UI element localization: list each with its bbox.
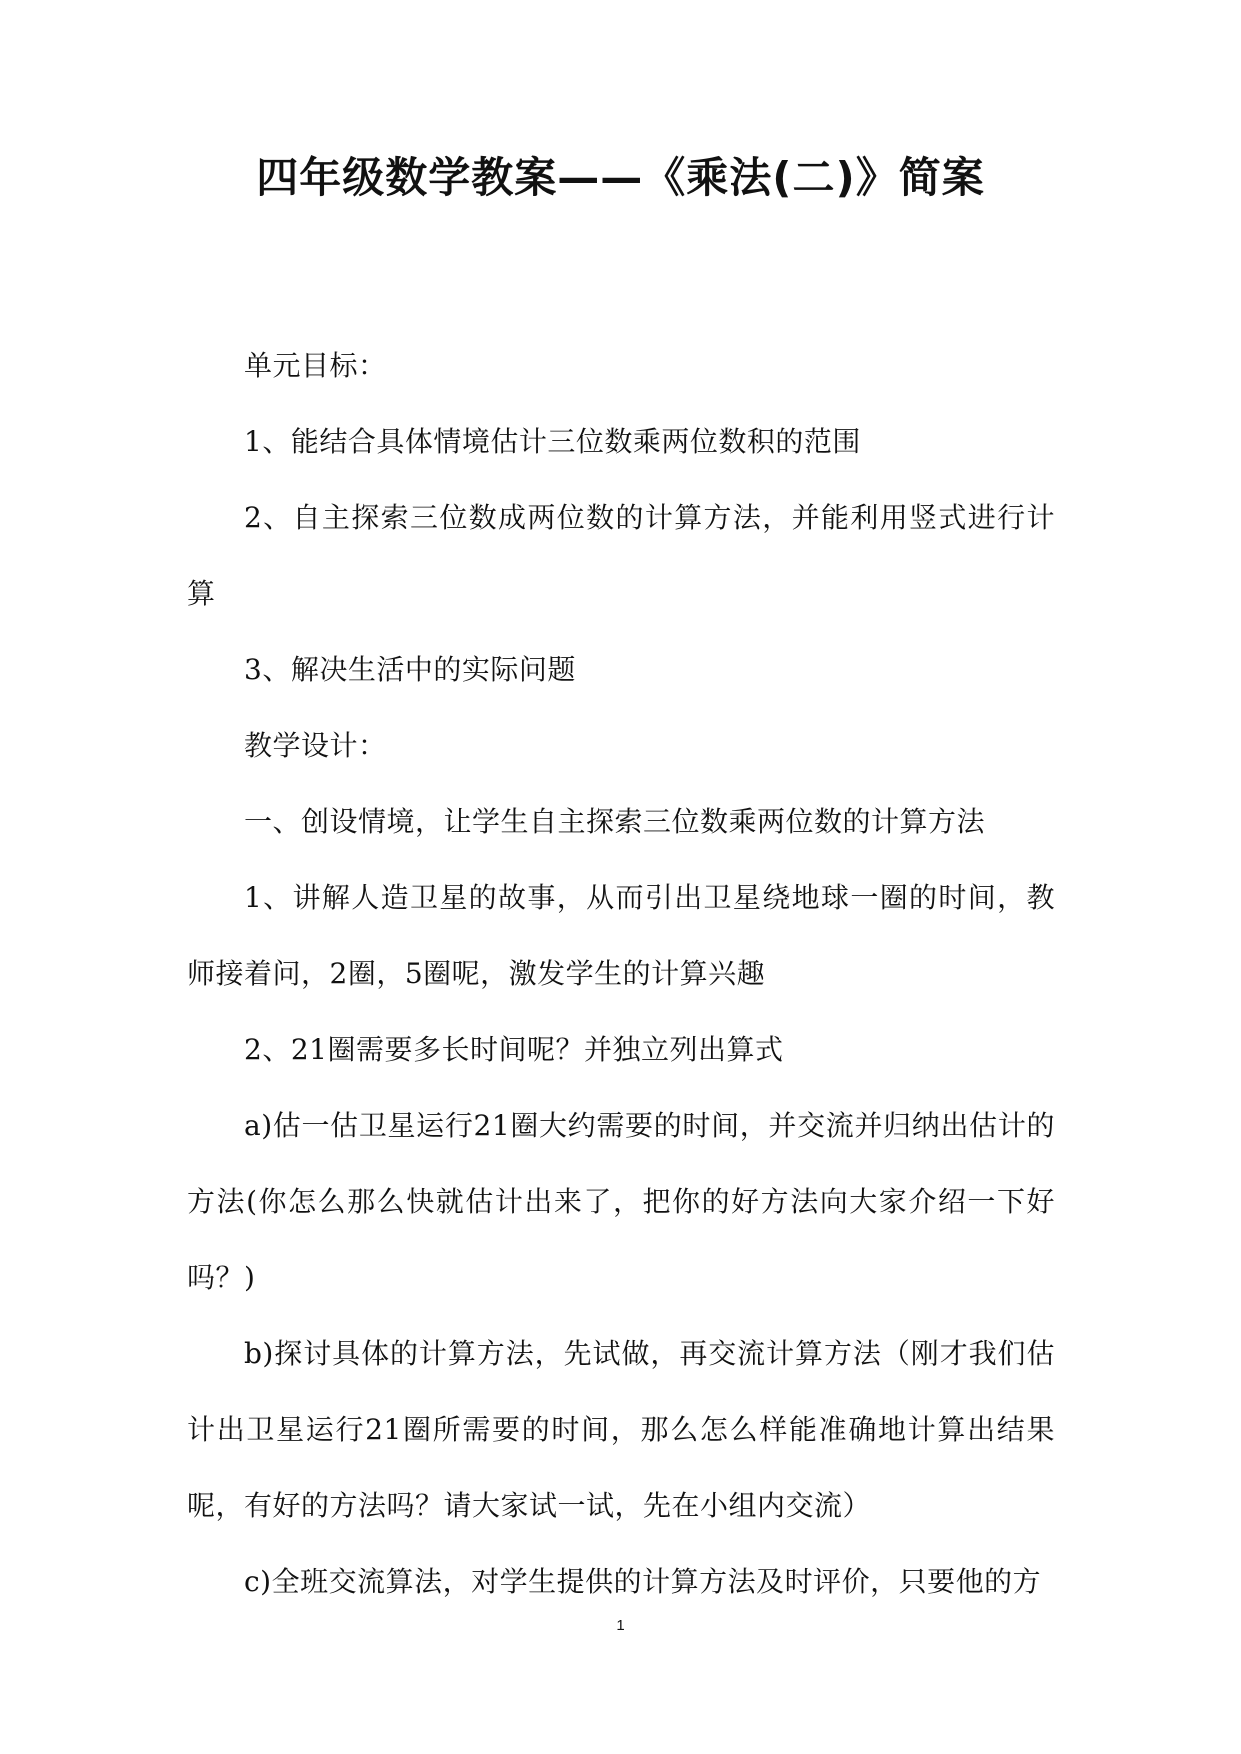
document-body	[187, 328, 1055, 1620]
paragraph-step-2: 2、21圈需要多长时间呢？并独立列出算式	[244, 1033, 784, 1066]
paragraph-step-2a: a)估一估卫星运行21圈大约需要的时间，并交流并归纳出估计的方法(你怎么那么快就估计出来了，把你的好方法向大家介绍一下好吗？)	[187, 1109, 1055, 1294]
document-title: 四年级数学教案——《乘法(二)》简案	[256, 153, 985, 202]
paragraph-step-1: 1、讲解人造卫星的故事，从而引出卫星绕地球一圈的时间，教师接着问，2圈，5圈呢，激发学生的计算兴趣	[187, 881, 1055, 990]
paragraph-goal-1: 1、能结合具体情境估计三位数乘两位数积的范围	[244, 425, 861, 458]
paragraph-step-2b: b)探讨具体的计算方法，先试做，再交流计算方法（刚才我们估计出卫星运行21圈所需要的时间，那么怎么样能准确地计算出结果呢，有好的方法吗？请大家试一试，先在小组内交流）	[187, 1337, 1055, 1522]
paragraph-section-1: 一、创设情境，让学生自主探索三位数乘两位数的计算方法	[244, 805, 986, 838]
page-number: 1	[616, 1617, 625, 1634]
paragraph-teaching-design-heading: 教学设计：	[244, 729, 387, 762]
paragraph-unit-goals-heading: 单元目标：	[244, 349, 387, 382]
paragraph-goal-2: 2、自主探索三位数成两位数的计算方法，并能利用竖式进行计算	[187, 501, 1055, 610]
paragraph-goal-3: 3、解决生活中的实际问题	[244, 653, 576, 686]
paragraph-step-2c: c)全班交流算法，对学生提供的计算方法及时评价，只要他的方	[244, 1565, 1042, 1598]
